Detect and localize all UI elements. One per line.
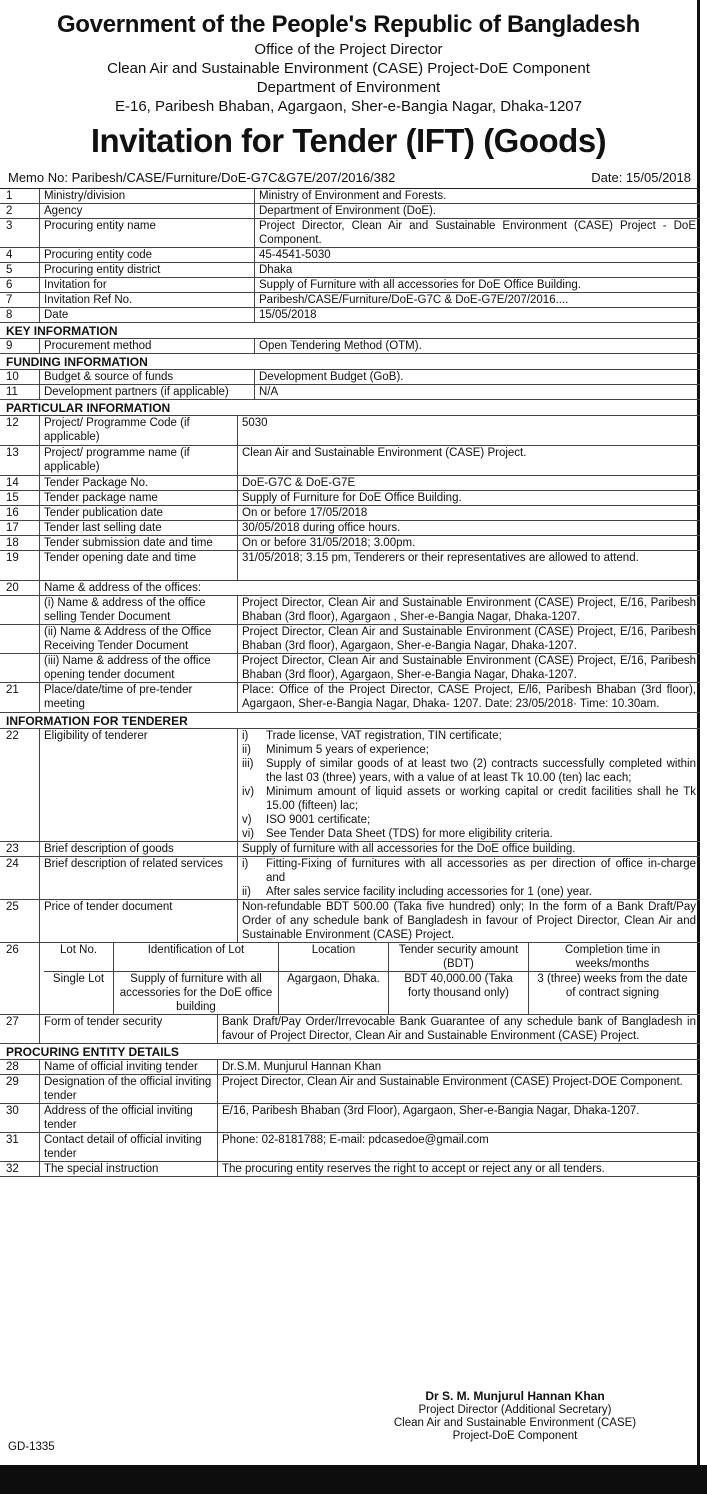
- row-number: 14: [0, 476, 40, 490]
- table-row: [0, 263, 700, 278]
- list-marker: ii): [242, 886, 251, 898]
- list-text: Minimum amount of liquid assets or working capital or credit facilities shall he Tk 15.00 (fifteen) lac;: [266, 786, 696, 812]
- list-text: Trade license, VAT registration, TIN certificate;: [266, 730, 502, 742]
- department-name: Department of Environment: [256, 79, 441, 96]
- row-value: 15/05/2018: [259, 309, 317, 321]
- list-item: [242, 785, 696, 813]
- row-number: 20: [0, 581, 40, 595]
- row-number: 31: [0, 1133, 40, 1161]
- list-text: See Tender Data Sheet (TDS) for more eligibility criteria.: [266, 828, 553, 840]
- row-label: Invitation Ref No.: [40, 293, 255, 307]
- row-value-list: [238, 729, 700, 841]
- lot-header: Identification of Lot: [114, 943, 279, 972]
- table-row: [0, 248, 700, 263]
- table-row: [0, 1104, 700, 1133]
- list-item: [242, 857, 696, 885]
- table-row: [0, 189, 700, 204]
- row-number: 28: [0, 1060, 40, 1074]
- list-marker: i): [242, 858, 249, 870]
- row-label: Brief description of related services: [40, 857, 238, 899]
- table-row: [0, 521, 700, 536]
- row-value: Development Budget (GoB).: [259, 371, 404, 383]
- list-marker: v): [242, 814, 252, 826]
- row-value: Project Director, Clean Air and Sustainable Environment (CASE) Project-DOE Component.: [222, 1076, 683, 1088]
- section-heading: KEY INFORMATION: [0, 323, 700, 339]
- list-item: [242, 813, 696, 827]
- list-marker: iv): [242, 786, 255, 798]
- row-label: Tender package name: [40, 491, 238, 505]
- section-heading: INFORMATION FOR TENDERER: [0, 713, 700, 729]
- list-item: [242, 743, 696, 757]
- row-number: 25: [0, 900, 40, 942]
- table-row: [0, 385, 700, 400]
- row-label: (i) Name & address of the office selling Tender Document: [40, 596, 238, 624]
- tender-table: [0, 188, 700, 1177]
- row-label: Procurement method: [40, 339, 255, 353]
- row-number: 4: [0, 248, 40, 262]
- row-number: 22: [0, 729, 40, 841]
- notice-title: Invitation for Tender (IFT) (Goods): [90, 122, 607, 159]
- list-item: [242, 729, 696, 743]
- row-label: Address of the official inviting tender: [40, 1104, 218, 1132]
- table-row: [0, 308, 700, 323]
- table-row: [0, 625, 700, 654]
- row-label: Invitation for: [40, 278, 255, 292]
- table-row: [0, 476, 700, 491]
- row-number: 24: [0, 857, 40, 899]
- table-row: [0, 1162, 700, 1177]
- table-row: [0, 654, 700, 683]
- list-item: [242, 827, 696, 841]
- row-label: (iii) Name & address of the office opening tender document: [40, 654, 238, 682]
- list-marker: iii): [242, 758, 254, 770]
- row-number: 26: [0, 943, 40, 1014]
- lot-cell: Single Lot: [44, 972, 114, 1014]
- row-label: Designation of the official inviting tender: [40, 1075, 218, 1103]
- row-value: Project Director, Clean Air and Sustainable Environment (CASE) Project, E/16, Paribesh Bhaban (3rd floor), Agargaon, Sher-e-Bangia Nagar, Dhaka-1207.: [242, 655, 696, 681]
- row-value: 5030: [242, 417, 268, 429]
- row-label: Name & address of the offices:: [44, 582, 202, 594]
- section-heading: FUNDING INFORMATION: [0, 354, 700, 370]
- row-value: On or before 17/05/2018: [242, 507, 368, 519]
- row-value: Supply of furniture with all accessories for the DoE office building.: [242, 843, 576, 855]
- table-row: [0, 683, 700, 713]
- row-label: Brief description of goods: [40, 842, 238, 856]
- table-row: [0, 204, 700, 219]
- row-number: 10: [0, 370, 40, 384]
- bottom-bar: [0, 1465, 707, 1494]
- row-value: 45-4541-5030: [259, 249, 331, 261]
- row-number: 1: [0, 189, 40, 203]
- row-value: Ministry of Environment and Forests.: [259, 190, 447, 202]
- row-label: Name of official inviting tender: [40, 1060, 218, 1074]
- list-item: [242, 757, 696, 785]
- row-value: N/A: [259, 386, 279, 398]
- list-marker: vi): [242, 828, 255, 840]
- row-label: Date: [40, 308, 255, 322]
- row-label: Procuring entity code: [40, 248, 255, 262]
- row-value: On or before 31/05/2018; 3.00pm.: [242, 537, 416, 549]
- table-row: [0, 1133, 700, 1162]
- row-number: 16: [0, 506, 40, 520]
- row-number: [0, 625, 40, 653]
- row-label: Procuring entity district: [40, 263, 255, 277]
- table-row: [0, 596, 700, 625]
- table-row: [0, 219, 700, 248]
- row-number: [0, 596, 40, 624]
- row-value: The procuring entity reserves the right to accept or reject any or all tenders.: [222, 1163, 605, 1175]
- table-row: [0, 943, 700, 1015]
- row-value: Project Director, Clean Air and Sustainable Environment (CASE) Project, E/16, Paribesh Bhaban (3rd floor), Agargaon , Sher-e-Bangia Nagar, Dhaka-1207.: [242, 597, 696, 623]
- signatory-component: Project-DoE Component: [452, 1430, 578, 1442]
- row-label: Budget & source of funds: [40, 370, 255, 384]
- row-value: Project Director, Clean Air and Sustainable Environment (CASE) Project - DoE Component.: [259, 220, 696, 246]
- signature-block: [330, 1390, 700, 1443]
- table-row: [0, 1075, 700, 1104]
- row-value: 31/05/2018; 3.15 pm, Tenderers or their representatives are allowed to attend.: [242, 552, 639, 564]
- row-label: Tender opening date and time: [40, 551, 238, 580]
- row-number: 5: [0, 263, 40, 277]
- lot-cell: Supply of furniture with all accessories for the DoE office building: [114, 972, 279, 1014]
- row-number: 8: [0, 308, 40, 322]
- table-row: [0, 536, 700, 551]
- lot-table: [40, 943, 700, 1014]
- lot-header: Location: [279, 943, 389, 972]
- row-value-list: [238, 857, 700, 899]
- row-value: Open Tendering Method (OTM).: [259, 340, 422, 352]
- row-number: 30: [0, 1104, 40, 1132]
- row-label: The special instruction: [40, 1162, 218, 1176]
- header: [0, 10, 697, 162]
- row-label: Place/date/time of pre-tender meeting: [40, 683, 238, 712]
- table-row: [0, 1060, 700, 1075]
- memo-date: Date: 15/05/2018: [591, 170, 691, 185]
- signatory-designation: Project Director (Additional Secretary): [418, 1404, 612, 1416]
- table-row: [0, 729, 700, 842]
- list-text: Supply of similar goods of at least two (2) contracts successfully completed within the last 03 (three) years, with a value of at least Tk 10.00 (ten) lac each;: [266, 758, 696, 784]
- row-number: 2: [0, 204, 40, 218]
- row-value: Place: Office of the Project Director, CASE Project, E/l6, Paribesh Bhaban (3rd floor), Agargaon, Sher-e-Bangia Nagar, Dhaka- 1207. Date: 23/05/2018· Time: 10.30am.: [242, 684, 696, 710]
- row-label: Eligibility of tenderer: [40, 729, 238, 841]
- table-row: [0, 506, 700, 521]
- table-row: [0, 1015, 700, 1044]
- list-marker: ii): [242, 744, 251, 756]
- table-row: [0, 278, 700, 293]
- government-title: Government of the People's Republic of Bangladesh: [56, 11, 641, 38]
- row-value: E/16, Paribesh Bhaban (3rd Floor), Agargaon, Sher-e-Bangia Nagar, Dhaka-1207.: [222, 1105, 640, 1117]
- row-value: Supply of Furniture for DoE Office Building.: [242, 492, 462, 504]
- section-heading: PROCURING ENTITY DETAILS: [0, 1044, 700, 1060]
- row-number: 32: [0, 1162, 40, 1176]
- row-number: 7: [0, 293, 40, 307]
- signatory-name: Dr S. M. Munjurul Hannan Khan: [425, 1389, 605, 1403]
- table-row: [0, 416, 700, 446]
- row-number: 6: [0, 278, 40, 292]
- row-number: 19: [0, 551, 40, 580]
- row-number: 17: [0, 521, 40, 535]
- row-label: Tender publication date: [40, 506, 238, 520]
- row-label: Agency: [40, 204, 255, 218]
- row-label: Tender last selling date: [40, 521, 238, 535]
- row-value: Dhaka: [259, 264, 293, 276]
- table-row: [0, 857, 700, 900]
- lot-header: Tender security amount (BDT): [389, 943, 529, 972]
- lot-cell: Agargaon, Dhaka.: [279, 972, 389, 1014]
- table-row: [0, 446, 700, 476]
- lot-cell: 3 (three) weeks from the date of contract signing: [537, 973, 688, 999]
- lot-header: Completion time in weeks/months: [529, 943, 696, 972]
- table-row: [0, 293, 700, 308]
- row-label: Development partners (if applicable): [40, 385, 255, 399]
- row-value: Dr.S.M. Munjurul Hannan Khan: [222, 1061, 382, 1073]
- row-value: Non-refundable BDT 500.00 (Taka five hundred) only; In the form of a Bank Draft/Pay Order of any schedule bank of Bangladesh in favour of Project Director, Clean Air and Sustainable Environment (CASE) Project.: [242, 901, 696, 941]
- office-address: E-16, Paribesh Bhaban, Agargaon, Sher-e-Bangia Nagar, Dhaka-1207: [115, 98, 582, 115]
- row-number: 29: [0, 1075, 40, 1103]
- table-row: [0, 900, 700, 943]
- list-item: [242, 885, 696, 899]
- row-label: Tender submission date and time: [40, 536, 238, 550]
- row-number: 11: [0, 385, 40, 399]
- row-value: 30/05/2018 during office hours.: [242, 522, 401, 534]
- row-number: 12: [0, 416, 40, 445]
- row-label: Price of tender document: [40, 900, 238, 942]
- table-row: [0, 370, 700, 385]
- list-text: ISO 9001 certificate;: [266, 814, 371, 826]
- table-row: [0, 842, 700, 857]
- row-number: 18: [0, 536, 40, 550]
- row-label: Project/ programme name (if applicable): [40, 446, 238, 475]
- row-label: Contact detail of official inviting tender: [40, 1133, 218, 1161]
- row-label: Tender Package No.: [40, 476, 238, 490]
- table-row: [0, 339, 700, 354]
- row-number: 3: [0, 219, 40, 247]
- list-text: Fitting-Fixing of furnitures with all accessories as per direction of office in-charge and: [266, 858, 696, 884]
- table-row: [0, 551, 700, 581]
- row-value: Project Director, Clean Air and Sustainable Environment (CASE) Project, E/16, Paribesh Bhaban (3rd floor), Agargaon, Sher-e-Bangia Nagar, Dhaka-1207.: [242, 626, 696, 652]
- lot-header: Lot No.: [44, 943, 114, 972]
- table-row: [0, 491, 700, 506]
- row-label: Project/ Programme Code (if applicable): [40, 416, 238, 445]
- list-text: Minimum 5 years of experience;: [266, 744, 429, 756]
- lot-cell: BDT 40,000.00 (Taka forty thousand only): [389, 972, 529, 1014]
- row-label: Form of tender security: [40, 1015, 218, 1043]
- row-number: 27: [0, 1015, 40, 1043]
- row-value: Clean Air and Sustainable Environment (CASE) Project.: [242, 447, 527, 459]
- project-name: Clean Air and Sustainable Environment (CASE) Project-DoE Component: [107, 60, 590, 77]
- signatory-project: Clean Air and Sustainable Environment (CASE): [393, 1417, 637, 1429]
- row-label: Ministry/division: [40, 189, 255, 203]
- row-label: (ii) Name & Address of the Office Receiving Tender Document: [40, 625, 238, 653]
- row-number: 15: [0, 491, 40, 505]
- row-value: Supply of Furniture with all accessories for DoE Office Building.: [259, 279, 581, 291]
- memo-number: Memo No: Paribesh/CASE/Furniture/DoE-G7C&G7E/207/2016/382: [8, 170, 396, 185]
- row-value: Bank Draft/Pay Order/Irrevocable Bank Guarantee of any schedule bank of Bangladesh in favour of Project Director, Clean Air and Sustainable Environment (CASE) Project.: [222, 1016, 696, 1042]
- row-number: 9: [0, 339, 40, 353]
- list-text: After sales service facility including accessories for 1 (one) year.: [266, 886, 592, 898]
- memo-line: [0, 168, 697, 188]
- row-number: 23: [0, 842, 40, 856]
- table-row: [0, 581, 700, 596]
- row-label: Procuring entity name: [40, 219, 255, 247]
- office-name: Office of the Project Director: [254, 41, 443, 58]
- section-heading: PARTICULAR INFORMATION: [0, 400, 700, 416]
- row-value: Phone: 02-8181788; E-mail: pdcasedoe@gmail.com: [222, 1134, 489, 1146]
- row-value: DoE-G7C & DoE-G7E: [242, 477, 356, 489]
- gd-code: GD-1335: [8, 1441, 55, 1453]
- row-number: [0, 654, 40, 682]
- row-value: Paribesh/CASE/Furniture/DoE-G7C & DoE-G7E/207/2016....: [259, 294, 569, 306]
- list-marker: i): [242, 730, 249, 742]
- row-number: 21: [0, 683, 40, 712]
- row-value: Department of Environment (DoE).: [259, 205, 437, 217]
- row-number: 13: [0, 446, 40, 475]
